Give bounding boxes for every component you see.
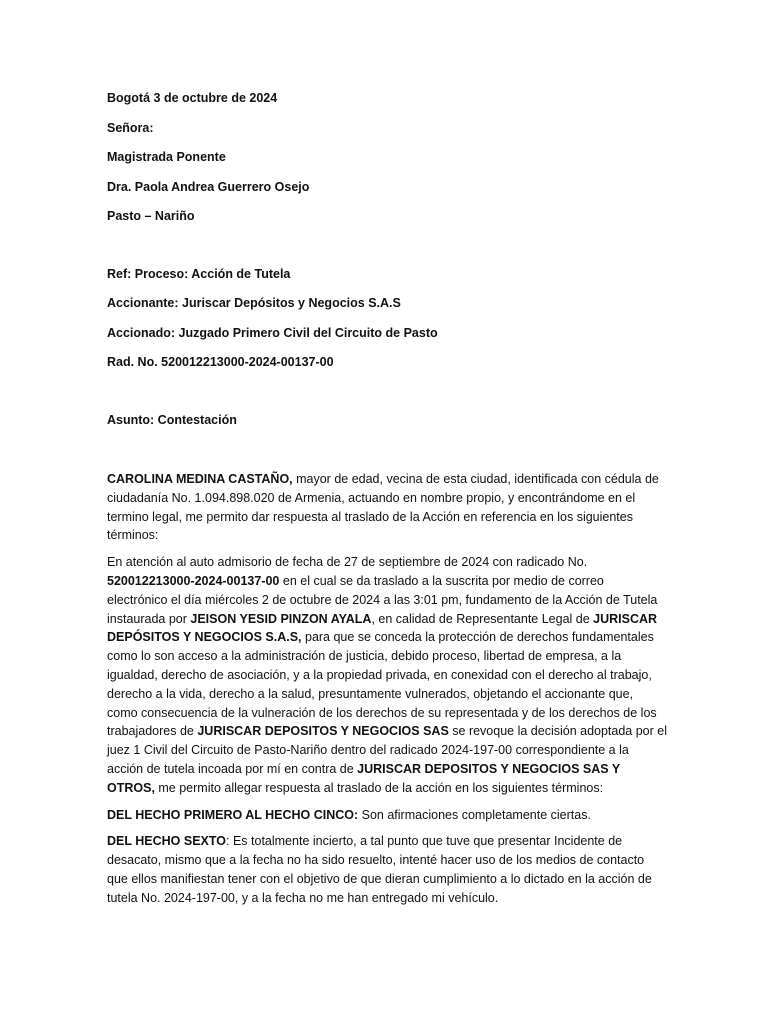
bold-name: JEISON YESID PINZON AYALA	[190, 611, 372, 626]
reference-accionado: Accionado: Juzgado Primero Civil del Circuito de Pasto	[107, 325, 438, 340]
text: Son afirmaciones completamente ciertas.	[358, 807, 591, 822]
bold-heading: DEL HECHO SEXTO	[107, 834, 227, 849]
bold-company: JURISCAR DEPÓSITOS Y NEGOCIOS S.A.S,	[107, 611, 658, 645]
paragraph-introduction	[107, 470, 667, 545]
bold-name: CAROLINA MEDINA CASTAÑO,	[107, 472, 293, 486]
text: , en calidad de Representante Legal de	[371, 611, 594, 626]
reference-accionante: Accionante: Juriscar Depósitos y Negocios S.A.S	[107, 296, 401, 310]
text: mayor de edad, vecina de esta ciudad, identificada con cédula de ciudadanía No. 1.094.898.020 de Armenia, actuando en nombre propio, y encontrándome en el termino legal, me permito dar respuesta al traslado de la Acción en referencia en los siguientes términos:	[107, 472, 659, 543]
paragraph-background	[107, 553, 667, 797]
letter-date: Bogotá 3 de octubre de 2024	[107, 91, 278, 105]
text: En atención al auto admisorio de fecha de 27 de septiembre de 2024 con radicado No.	[107, 555, 588, 570]
reference-radicado: Rad. No. 520012213000-2024-00137-00	[107, 355, 334, 369]
salutation: Señora:	[107, 120, 154, 135]
bold-company: JURISCAR DEPOSITOS Y NEGOCIOS SAS Y OTROS,	[107, 761, 620, 795]
recipient-role: Magistrada Ponente	[107, 150, 226, 164]
subject-line: Asunto: Contestación	[107, 412, 237, 427]
bold-company: JURISCAR DEPOSITOS Y NEGOCIOS SAS	[197, 724, 449, 739]
paragraph-fact-6	[107, 832, 667, 907]
recipient-name: Dra. Paola Andrea Guerrero Osejo	[107, 179, 310, 194]
text: me permito allegar respuesta al traslado de la acción en los siguientes términos:	[154, 780, 604, 795]
bold-radicado: 520012213000-2024-00137-00	[107, 573, 280, 588]
text: : Es totalmente incierto, a tal punto que tuve que presentar Incidente de desacato, mismo que a la fecha no ha sido resuelto, intenté hacer uso de los medios de contacto que ellos manifiestan tener con el objetivo de que dieran cumplimiento a lo dictado en la acción de tutela No. 2024-197-00, y a la fecha no me han entregado mi vehículo.	[107, 834, 652, 905]
bold-heading: DEL HECHO PRIMERO AL HECHO CINCO:	[107, 807, 359, 822]
reference-process: Ref: Proceso: Acción de Tutela	[107, 266, 291, 281]
text: para que se conceda la protección de derechos fundamentales como lo son acceso a la administración de justicia, debido proceso, libertad de empresa, a la igualdad, derecho de asociación, y a la propiedad privada, en conexidad con el derecho al trabajo, derecho a la vida, derecho a la salud, presuntamente vulnerados, objetando el accionante que, como consecuencia de la vulneración de los derechos de su representada y de los derechos de los trabajadores de	[107, 630, 657, 739]
paragraph-facts-1-5	[107, 806, 667, 825]
text: en el cual se da traslado a la suscrita por medio de correo electrónico el día miércoles 2 de octubre de 2024 a las 3:01 pm, fundamento de la Acción de Tutela instaurada por	[107, 573, 658, 626]
recipient-city: Pasto – Nariño	[107, 209, 195, 223]
text: se revoque la decisión adoptada por el juez 1 Civil del Circuito de Pasto-Nariño dentro del radicado 2024-197-00 correspondiente a la acción de tutela incoada por mí en contra de	[107, 724, 668, 776]
